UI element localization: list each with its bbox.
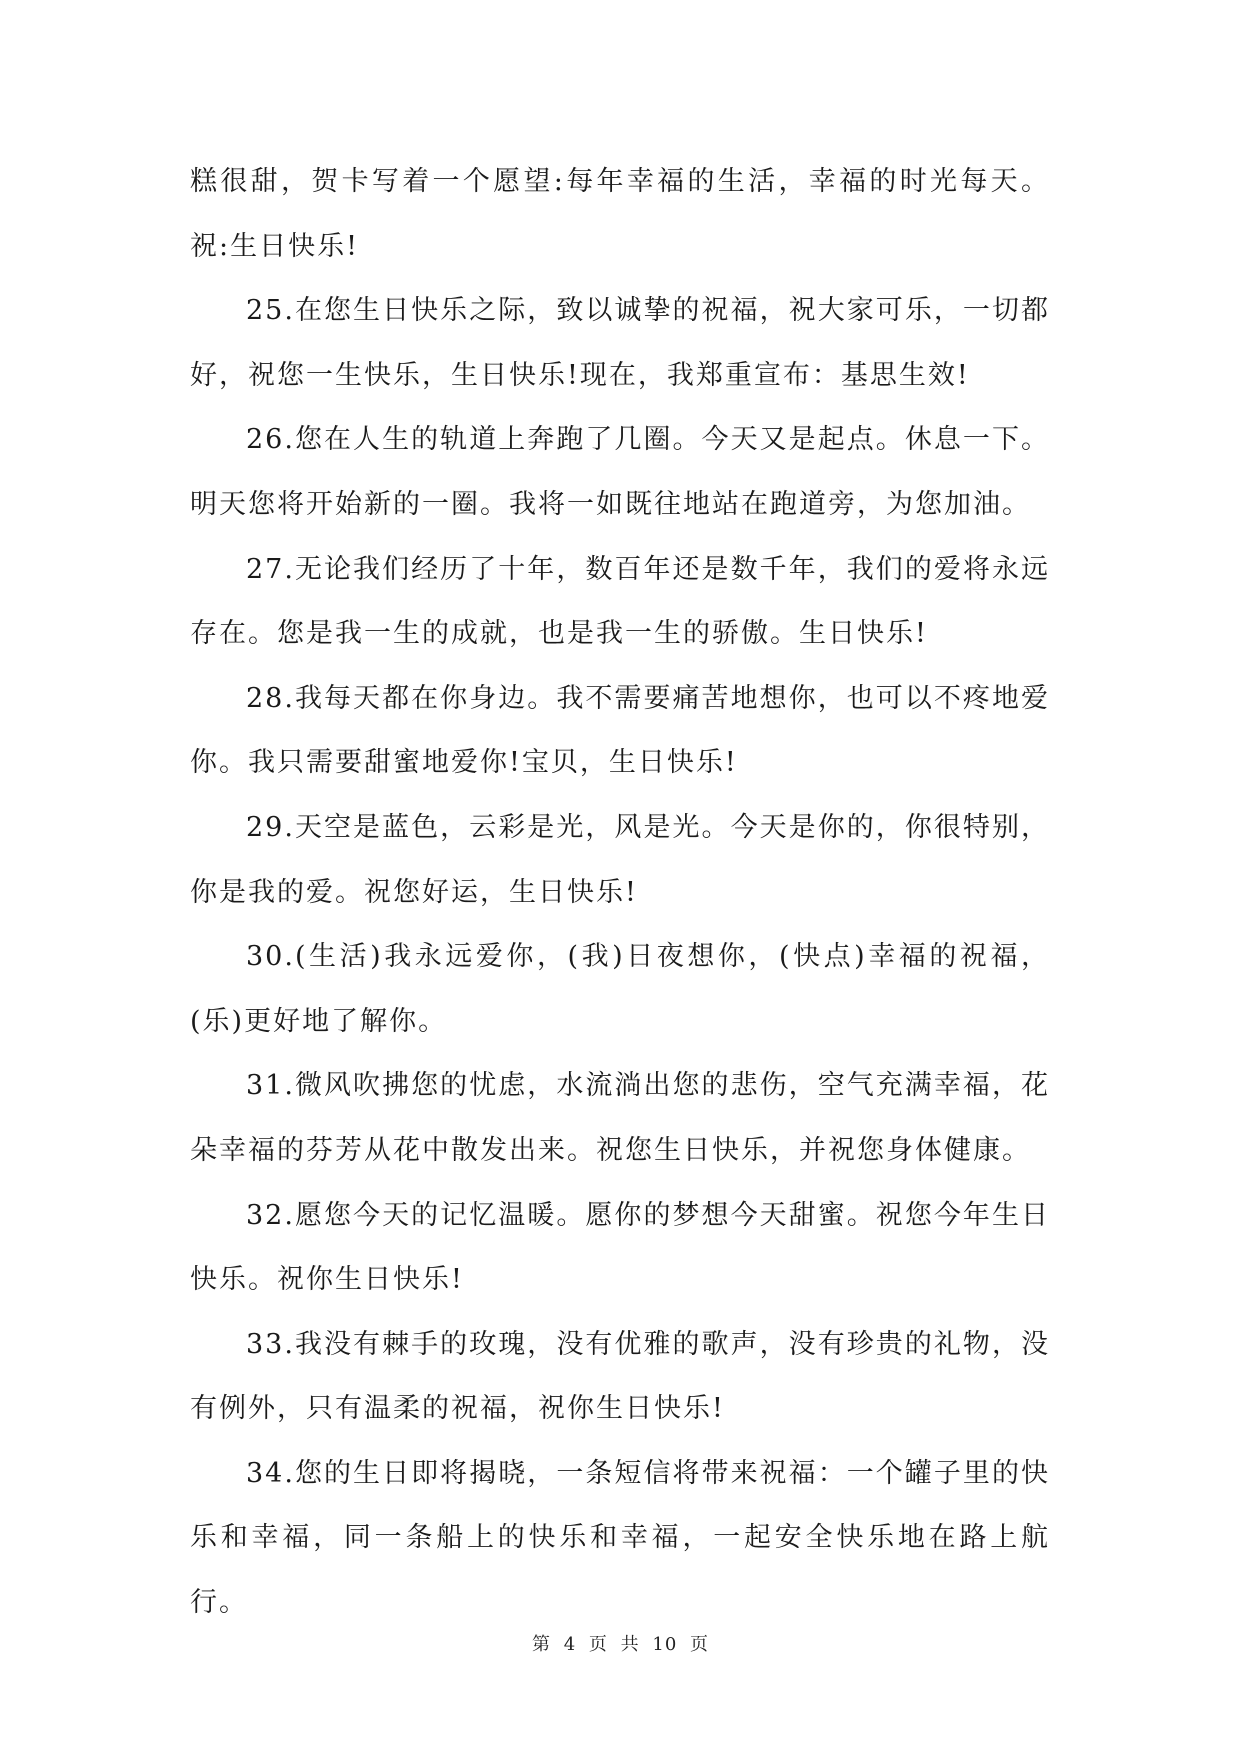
footer-page-word: 页 bbox=[588, 1634, 608, 1655]
total-pages-number: 10 bbox=[652, 1634, 678, 1655]
paragraph-30: 30.(生活)我永远爱你，(我)日夜想你，(快点)幸福的祝福，(乐)更好地了解你。 bbox=[190, 941, 1050, 1037]
paragraph-31: 31.微风吹拂您的忧虑，水流淌出您的悲伤，空气充满幸福，花朵幸福的芬芳从花中散发出来。祝您生日快乐，并祝您身体健康。 bbox=[190, 1070, 1050, 1166]
footer-total-prefix: 共 bbox=[620, 1634, 640, 1655]
paragraph-27: 27.无论我们经历了十年，数百年还是数千年，我们的爱将永远存在。您是我一生的成就，也是我一生的骄傲。生日快乐! bbox=[190, 553, 1050, 650]
paragraph-26: 26.您在人生的轨道上奔跑了几圈。今天又是起点。休息一下。明天您将开始新的一圈。我将一如既往地站在跑道旁，为您加油。 bbox=[190, 424, 1050, 520]
paragraph-continued: 糕很甜，贺卡写着一个愿望:每年幸福的生活，幸福的时光每天。祝:生日快乐! bbox=[190, 166, 1050, 262]
paragraph-29: 29.天空是蓝色，云彩是光，风是光。今天是你的，你很特别，你是我的爱。祝您好运，生日快乐! bbox=[190, 811, 1050, 908]
paragraph-28: 28.我每天都在你身边。我不需要痛苦地想你，也可以不疼地爱你。我只需要甜蜜地爱你!宝贝，生日快乐! bbox=[190, 682, 1050, 779]
paragraph-25: 25.在您生日快乐之际，致以诚挚的祝福，祝大家可乐，一切都好，祝您一生快乐，生日快乐!现在，我郑重宣布：基思生效! bbox=[190, 295, 1050, 391]
paragraph-33: 33.我没有棘手的玫瑰，没有优雅的歌声，没有珍贵的礼物，没有例外，只有温柔的祝福，祝你生日快乐! bbox=[190, 1328, 1050, 1425]
footer-suffix: 页 bbox=[690, 1634, 710, 1655]
document-body bbox=[190, 150, 1050, 1636]
paragraph-34: 34.您的生日即将揭晓，一条短信将带来祝福：一个罐子里的快乐和幸福，同一条船上的快乐和幸福，一起安全快乐地在路上航行。 bbox=[190, 1457, 1050, 1619]
paragraph-32: 32.愿您今天的记忆温暖。愿你的梦想今天甜蜜。祝您今年生日快乐。祝你生日快乐! bbox=[190, 1199, 1050, 1296]
footer-prefix: 第 bbox=[531, 1634, 551, 1655]
current-page-number: 4 bbox=[563, 1634, 577, 1655]
page-footer bbox=[0, 1630, 1241, 1656]
